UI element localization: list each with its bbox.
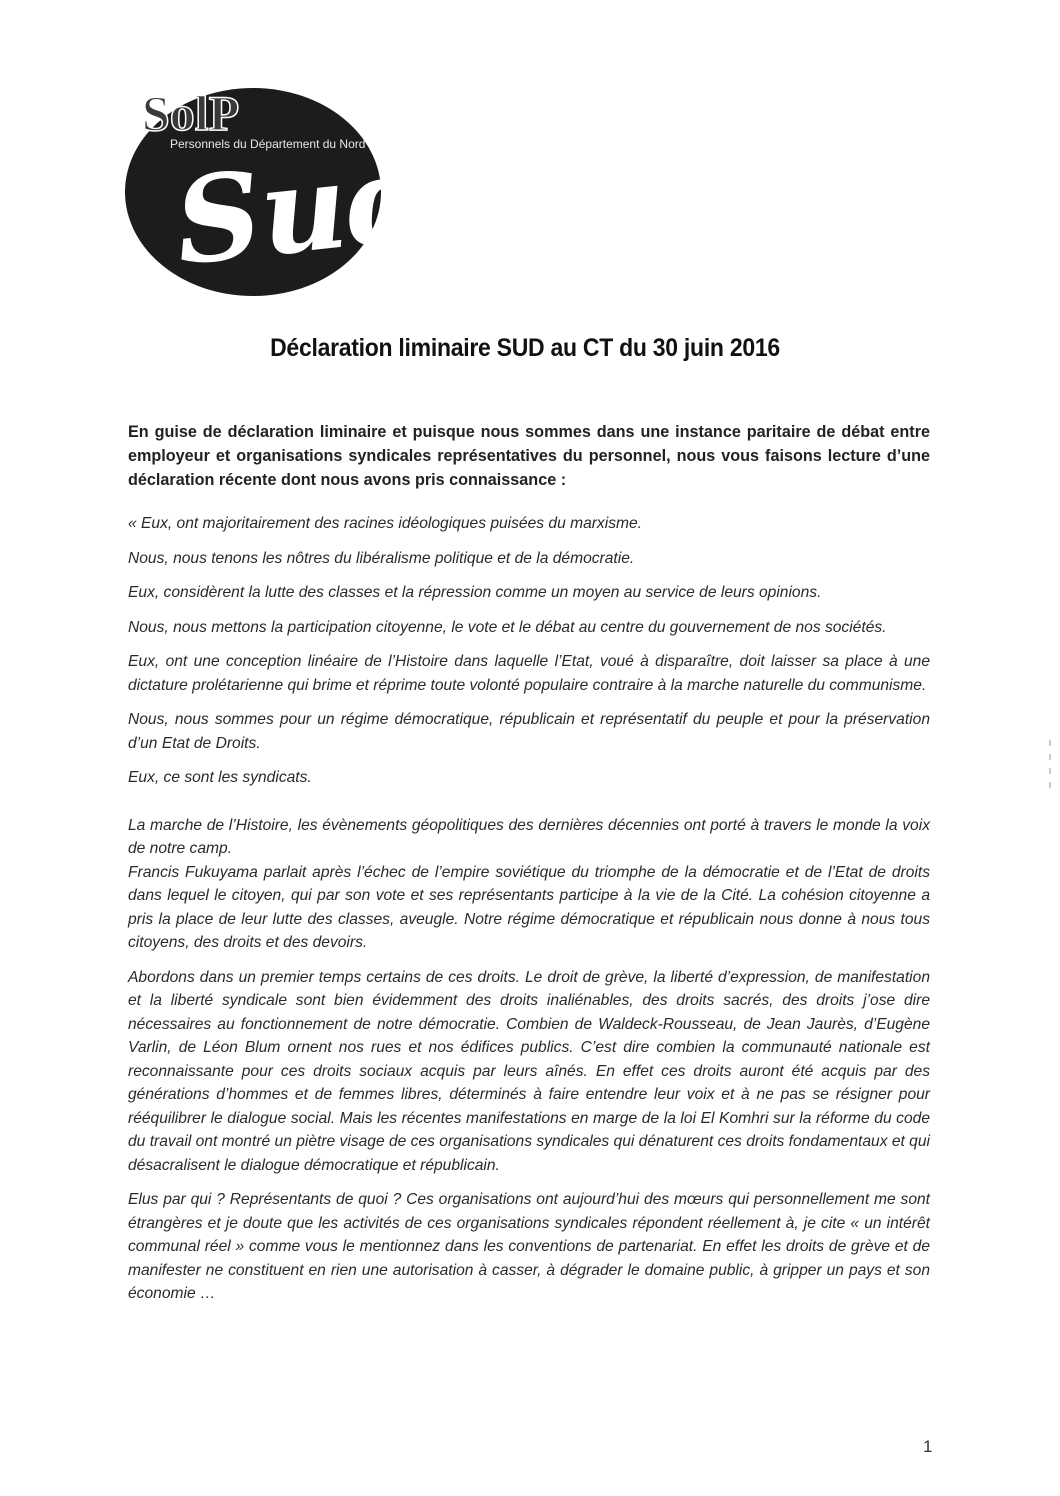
declaration-body xyxy=(128,512,930,1317)
page-title: Déclaration liminaire SUD au CT du 30 juin 2016 xyxy=(270,334,780,362)
logo-brand: Sud xyxy=(168,126,384,292)
scan-marks xyxy=(1046,740,1054,800)
paragraph: Eux, considèrent la lutte des classes et la répression comme un moyen au service de leurs opinions. xyxy=(128,584,822,601)
logo-subtitle: Personnels du Département du Nord xyxy=(170,137,366,151)
paragraph: Elus par qui ? Représentants de quoi ? Ces organisations ont aujourd’hui des mœurs qui personnellement me sont étrangères et je doute que les activités de ces organisations syndicales répondent réellement à, je cite « un intérêt communal réel » comme vous le mentionnez dans les conventions de partenariat. En effet les droits de grève et de manifester ne constituent en rien une autorisation à casser, à dégrader le domaine public, à gripper un pays et son économie … xyxy=(128,1191,930,1302)
paragraph: Abordons dans un premier temps certains de ces droits. Le droit de grève, la liberté d’expression, de manifestation et la liberté syndicale sont bien évidemment des droits inaliénables, des droits sacrés, des droits j’ose dire nécessaires au fonctionnement de notre démocratie. Combien de Waldeck-Rousseau, de Jean Jaurès, d’Eugène Varlin, de Léon Blum ornent nos rues et nos édifices publics. C’est dire combien la communauté nationale est reconnaissante pour ces droits sociaux acquis par leurs aînés. En effet ces droits auront été acquis par des générations d’hommes et de femmes libres, déterminés à faire entendre leur voix et à ne pas se résigner pour rééquilibrer le dialogue social. Mais les récentes manifestations en marge de la loi El Komhri sur la réforme du code du travail ont montré un piètre visage de ces organisations syndicales qui dénaturent ces droits fondamentaux et qui désacralisent le dialogue démocratique et républicain. xyxy=(128,968,930,1174)
paragraph: Nous, nous sommes pour un régime démocratique, républicain et représentatif du peuple et pour la préservation d’un Etat de Droits. xyxy=(128,711,930,752)
sud-logo xyxy=(122,78,384,300)
page-number: 1 xyxy=(923,1437,933,1456)
paragraph: Nous, nous mettons la participation citoyenne, le vote et le débat au centre du gouvernement de nos sociétés. xyxy=(128,618,887,636)
intro-paragraph: En guise de déclaration liminaire et puisque nous sommes dans une instance paritaire de débat entre employeur et organisations syndicales représentatives du personnel, nous vous faisons lecture d’une déclaration récente dont nous avons pris connaissance : xyxy=(128,423,930,489)
paragraph: Francis Fukuyama parlait après l’échec de l’empire soviétique du triomphe de la démocratie et de l’Etat de droits dans lequel le citoyen, qui par son vote et ses représentants participe à la vie de la Cité. La cohésion citoyenne a pris la place de leur lutte des classes, aveugle. Notre régime démocratique et républicain nous donne à nous tous citoyens, des droits et des devoirs. xyxy=(128,863,930,951)
logo-top-text: SolP xyxy=(142,85,240,141)
paragraph: « Eux, ont majoritairement des racines idéologiques puisées du marxisme. xyxy=(128,515,642,532)
paragraph: Eux, ont une conception linéaire de l’Histoire dans laquelle l’Etat, voué à disparaître, doit laisser sa place à une dictature prolétarienne qui brime et réprime toute volonté populaire contraire à la marche naturelle du communisme. xyxy=(128,653,930,694)
sud-logo-graphic xyxy=(122,78,384,300)
paragraph: La marche de l’Histoire, les évènements géopolitiques des dernières décennies ont porté à travers le monde la voix de notre camp. xyxy=(128,816,930,857)
paragraph: Eux, ce sont les syndicats. xyxy=(128,769,312,786)
paragraph: Nous, nous tenons les nôtres du libéralisme politique et de la démocratie. xyxy=(128,549,635,567)
